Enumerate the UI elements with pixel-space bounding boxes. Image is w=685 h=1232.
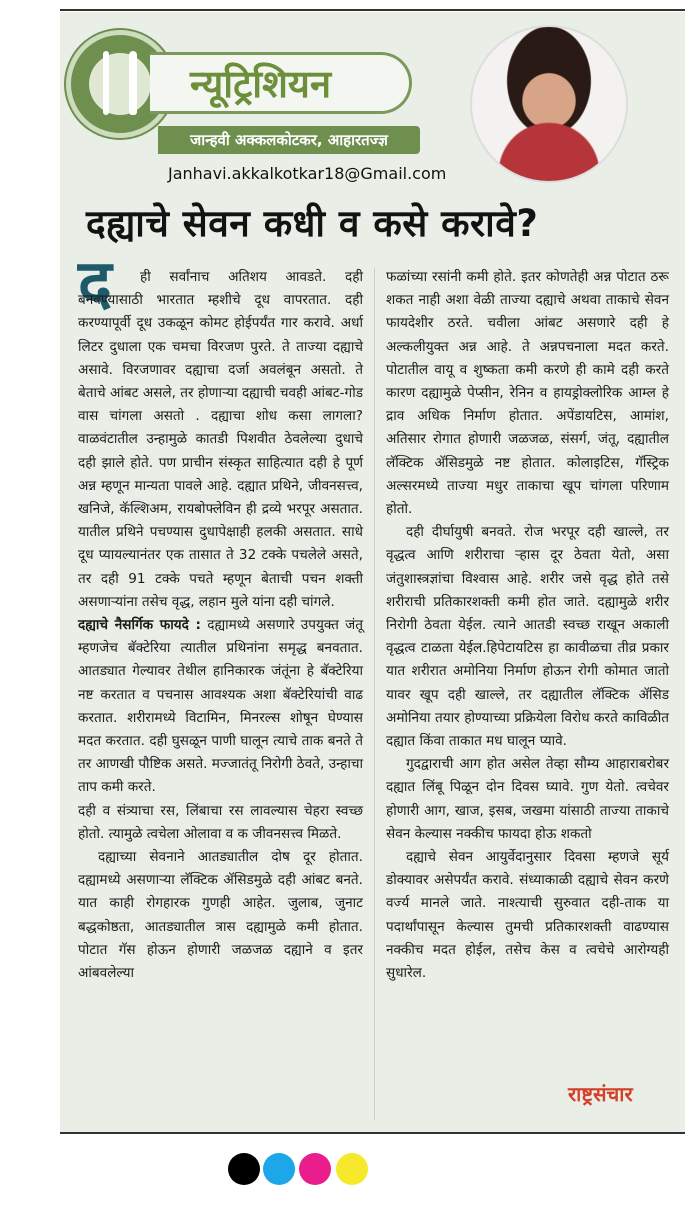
article-left-column: [78, 266, 363, 985]
subheading: दह्याचे नैसर्गिक फायदे :: [78, 617, 201, 634]
registration-mark-yellow: [336, 1153, 368, 1185]
section-title: न्यूट्रिशियन: [190, 62, 332, 106]
paragraph: दही व संत्र्याचा रस, लिंबाचा रस लावल्यास चेहरा स्वच्छ होतो. त्यामुळे त्वचेला ओलावा व क जीवनसत्त्व मिळते.: [78, 802, 363, 842]
registration-mark-magenta: [299, 1153, 331, 1185]
paragraph: गुदद्वाराची आग होत असेल तेव्हा सौम्य आहाराबरोबर दह्यात लिंबू पिळून दोन दिवस घ्यावे. गुण येतो. त्वचेवर होणारी आग, खाज, इसब, जखमा यांसाठी ताज्या ताकाचे सेवन केल्यास नक्कीच फायदा होऊ शकतो: [386, 756, 669, 842]
author-email: Janhavi.akkalkotkar18@Gmail.com: [168, 164, 447, 183]
registration-mark-cyan: [263, 1153, 295, 1185]
author-byline: जान्हवी अक्कलकोटकर, आहारतज्ज्ञ: [190, 131, 388, 149]
article-right-column: [386, 266, 669, 985]
top-rule: [60, 9, 685, 11]
paragraph: फळांच्या रसांनी कमी होते. इतर कोणतेही अन्न पोटात ठरू शकत नाही अशा वेळी ताज्या दह्याचे अथवा ताकाचे सेवन फायदेशीर ठरते. चवीला आंबट असणारे दही हे अल्कलीयुक्त अन्न आहे. ते अन्नपचनाला मदत करते. पोटातील वायू व शुष्कता कमी करणे ही कामे दही करते कारण दह्यामुळे पेप्सीन, रेनिन व हायड्रोक्लोरिक आम्ल हे द्राव अधिक निर्माण होतात. अपेंडायटिस, आमांश, अतिसार रोगात होणारी जळजळ, संसर्ग, जंतू, दह्यातील लॅक्टिक ॲसिडमुळे नष्ट होतात. कोलाइटिस, गॅस्ट्रिक अल्सरमध्ये ताज्या मधुर ताकाचा खूप चांगला परिणाम होतो.: [386, 269, 669, 518]
paragraph: ही सर्वांनाच अतिशय आवडते. दही बनवण्यासाठी भारतात म्हशीचे दूध वापरतात. दही करण्यापूर्वी दूध उकळून कोमट होईपर्यंत गार करावे. अर्धा लिटर दुधाला एक चमचा विरजण पुरते. ते ताज्या दह्याचे असावे. विरजणावर दह्याचा दर्जा अवलंबून असतो. ते बेताचे आंबट असले, तर होणाऱ्या दह्याची चवही आंबट-गोड वास चांगला असतो . दह्याचा शोध कसा लागला? वाळवंटातील उन्हामुळे कातडी पिशवीत ठेवलेल्या दुधाचे दही झाले होते. पण प्राचीन संस्कृत साहित्यात दही हे पूर्ण अन्न म्हणून मान्यता पावले आहे. दह्यात प्रथिने, जीवनसत्त्व, खनिजे, कॅल्शिअम, रायबोफ्लेविन ही द्रव्ये भरपूर असतात. यातील प्रथिने पचण्यास दुधापेक्षाही हलकी असतात. साधे दूध प्यायल्यानंतर एक तासात ते 32 टक्के पचलेले असते, तर दही 91 टक्के पचते म्हणून बेताची पचन शक्ती असणाऱ्यांना तसेच वृद्ध, लहान मुले यांना दही चांगले.: [78, 269, 363, 610]
drop-cap: द: [78, 247, 112, 321]
paragraph: दह्याचे नैसर्गिक फायदे : दह्यामध्ये असणारे उपयुक्त जंतू म्हणजेच बॅक्टेरिया त्यातील प्रथिनांना समृद्ध बनवतात. आतड्यात गेल्यावर तेथील हानिकारक जंतूंना हे बॅक्टेरिया नष्ट करतात व पचनास आवश्यक अशा बॅक्टेरियांची वाढ करतात. शरीरामध्ये विटामिन, मिनरल्स शोषून घेण्यास मदत करतात. दही घुसळून पाणी घालून त्याचे ताक बनते ते तर आणखी पौष्टिक असते. मज्जातंतू निरोगी ठेवते, उन्हाचा ताप कमी करते.: [78, 617, 363, 796]
paragraph: दही दीर्घायुषी बनवते. रोज भरपूर दही खाल्ले, तर वृद्धत्व आणि शरीराचा ऱ्हास दूर ठेवता येतो, असा जंतुशास्त्रज्ञांचा विश्वास आहे. शरीर जसे वृद्ध होते तसे शरीराची प्रतिकारशक्ती कमी होत जाते. दह्यामुळे शरीर निरोगी ठेवता येईल. त्याने आतडी स्वच्छ राखून अकाली वृद्धत्व टाळता येईल.हिपेटायटिस हा कावीळचा तीव्र प्रकार यात शरीरात अमोनिया निर्माण होऊन रोगी कोमात जातो यावर खूप दही खाल्ले, तर दह्यातील लॅक्टिक ॲसिड अमोनिया तयार होण्याच्या प्रक्रियेला विरोध करते काविळीत दह्यात किंवा ताकात मध घालून प्यावे.: [386, 524, 669, 750]
paragraph: दह्याचे सेवन आयुर्वेदानुसार दिवसा म्हणजे सूर्य डोक्यावर असेपर्यंत करावे. संध्याकाळी दह्याचे सेवन करणे वर्ज्य मानले जाते. नाश्त्याची सुरुवात दही-ताक या पदार्थांपासून केल्यास तुमची प्रतिकारशक्ती वाढण्यास नक्कीच मदत होईल, तसेच केस व त्वचेचे आरोग्यही सुधारेल.: [386, 849, 669, 982]
author-photo: [470, 25, 628, 183]
author-byline-bar: [158, 126, 420, 154]
paragraph: दह्याच्या सेवनाने आतड्यातील दोष दूर होतात. दह्यामध्ये असणाऱ्या लॅक्टिक ॲसिडमुळे दही आंबट बनते. यात काही रोगहारक गुणही आहेत. जुलाब, जुनाट बद्धकोष्ठता, आतड्यातील त्रास दह्यामुळे कमी होतात. पोटात गॅस होऊन होणारी जळजळ दह्याने व इतर आंबवलेल्या: [78, 849, 363, 982]
article-headline: दह्याचे सेवन कधी व कसे करावे?: [86, 202, 539, 245]
registration-mark-black: [228, 1153, 260, 1185]
publication-logo: राष्ट्रसंचार: [568, 1082, 633, 1106]
bottom-rule: [60, 1132, 685, 1134]
column-divider: [374, 268, 375, 1120]
section-banner: [150, 52, 412, 114]
